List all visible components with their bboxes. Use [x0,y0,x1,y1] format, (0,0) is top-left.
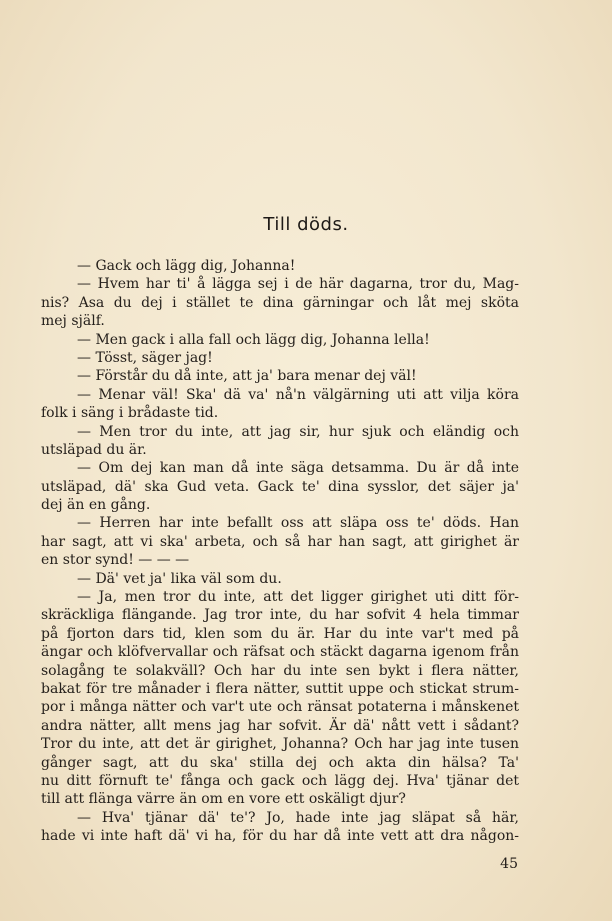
text-line: — Men gack i alla fall och lägg dig, Johanna lella! [77,331,430,348]
text-line: på fjorton dars tid, klen som du är. Har du inte var't med på [41,625,519,642]
text-line: solagång te solakväll? Och har du inte sen bykt i flera nätter, [41,662,519,679]
text-line: dej än en gång. [41,497,151,514]
page-number: 45 [500,856,518,872]
text-line: — Men tror du inte, att jag sir, hur sjuk och eländig och [77,423,519,440]
text-line: en stor synd! — — — [41,552,190,569]
text-line: skräckliga flängande. Jag tror inte, du har sofvit 4 hela timmar [41,607,519,624]
text-line: till att flänga värre än om en vore ett oskäligt djur? [41,791,406,808]
text-line: folk i säng i brådaste tid. [41,405,219,422]
text-line: nu ditt förnuft te' fånga och gack och lägg dej. Hva' tjänar det [41,772,519,789]
chapter-title: Till döds. [263,214,349,235]
text-line: — Förstår du då inte, att ja' bara menar dej väl! [77,368,417,385]
text-line: har sagt, att vi ska' arbeta, och så har han sagt, att girighet är [41,533,519,550]
text-line: hade vi inte haft dä' vi ha, för du har då inte vett att dra någon- [41,828,519,845]
text-line: mej själf. [41,313,105,330]
text-line: — Hvem har ti' å lägga sej i de här dagarna, tror du, Mag- [77,276,519,293]
text-line: utsläpad, dä' ska Gud veta. Gack te' dina sysslor, det säjer ja' [41,478,519,495]
text-line: nis? Asa du dej i stället te dina gärningar och låt mej sköta [41,294,519,311]
text-line: bakat för tre månader i flera nätter, suttit uppe och stickat strum- [41,680,519,697]
text-line: gånger sagt, att du ska' stilla dej och akta din hälsa? Ta' [41,754,519,771]
text-line: — Hva' tjänar dä' te'? Jo, hade inte jag släpat så här, [77,809,519,826]
text-line: ängar och klöfvervallar och räfsat och stäckt dagarna igenom från [41,644,519,661]
text-line: Tror du inte, att det är girighet, Johanna? Och har jag inte tusen [41,736,519,753]
text-line: — Om dej kan man då inte säga detsamma. Du är då inte [77,460,519,477]
text-line: andra nätter, allt mens jag har sofvit. Är dä' nått vett i sådant? [41,717,519,734]
text-line: por i många nätter och var't ute och ränsat potaterna i månskenet [41,699,519,716]
text-line: — Tösst, säger jag! [77,349,213,366]
body-text [41,257,519,846]
text-line: — Ja, men tror du inte, att det ligger girighet uti ditt för- [77,589,519,606]
text-line: — Gack och lägg dig, Johanna! [77,258,296,274]
text-line: — Dä' vet ja' lika väl som du. [77,570,282,587]
text-line: — Herren har inte befallt oss att släpa oss te' döds. Han [77,515,519,532]
text-line: utsläpad du är. [41,441,147,458]
text-line: — Menar väl! Ska' dä va' nå'n välgärning uti att vilja köra [77,386,519,403]
